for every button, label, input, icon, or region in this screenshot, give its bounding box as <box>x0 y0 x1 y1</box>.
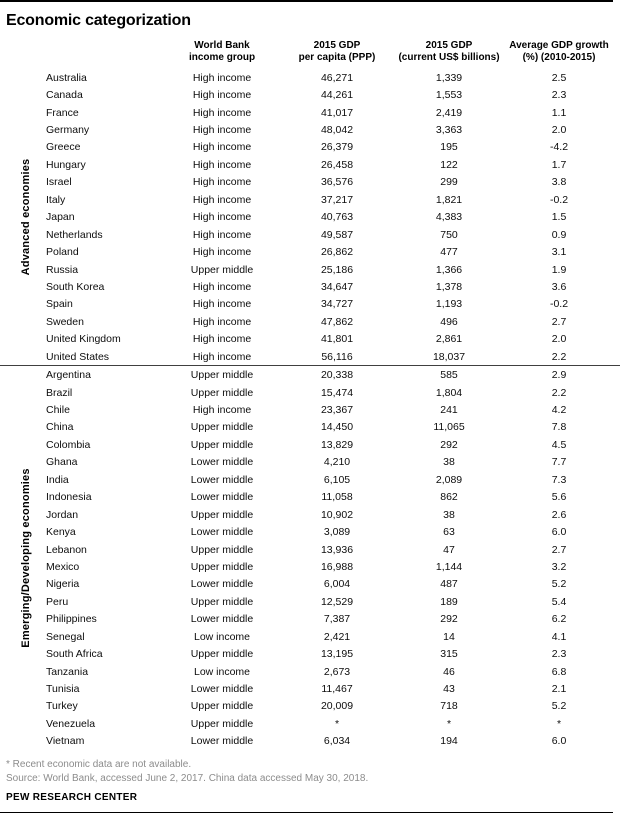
cell-country: Jordan <box>46 508 79 521</box>
column-header-gdp-growth: Average GDP growth (%) (2010-2015) <box>509 40 609 63</box>
cell-gdp-billions: 477 <box>440 246 458 259</box>
cell-gdp-per-capita: 26,379 <box>320 141 354 154</box>
cell-gdp-per-capita: 49,587 <box>320 228 354 241</box>
cell-gdp-billions: 189 <box>440 595 458 608</box>
cell-gdp-billions: 194 <box>440 735 458 748</box>
table-row <box>0 558 620 575</box>
table-row <box>0 419 620 436</box>
cell-gdp-billions: 1,144 <box>435 560 463 573</box>
cell-country: Australia <box>46 71 87 84</box>
table-row <box>0 139 620 156</box>
table-row <box>0 715 620 732</box>
cell-gdp-growth: 6.2 <box>551 613 567 626</box>
table-row <box>0 313 620 330</box>
cell-country: Tunisia <box>46 683 80 696</box>
cell-country: Netherlands <box>46 228 103 241</box>
cell-country: United Kingdom <box>46 333 121 346</box>
cell-gdp-per-capita: 56,116 <box>321 350 353 363</box>
cell-country: Vietnam <box>46 735 85 748</box>
cell-income-group: High income <box>192 158 252 171</box>
cell-gdp-per-capita: 46,271 <box>320 71 354 84</box>
cell-gdp-billions: 2,861 <box>435 333 463 346</box>
cell-country: Hungary <box>46 158 86 171</box>
cell-income-group: Upper middle <box>190 386 254 399</box>
cell-gdp-per-capita: 11,058 <box>321 491 353 504</box>
bottom-rule <box>0 812 613 813</box>
cell-gdp-growth: 1.1 <box>551 106 567 119</box>
cell-country: Indonesia <box>46 491 92 504</box>
footnote-source: Source: World Bank, accessed June 2, 2017. China data accessed May 30, 2018. <box>6 772 369 784</box>
cell-country: South Korea <box>46 280 105 293</box>
cell-gdp-growth: 2.9 <box>551 369 567 382</box>
cell-gdp-growth: 6.0 <box>551 526 567 539</box>
emerging-rows <box>0 366 620 750</box>
cell-gdp-billions: 241 <box>440 404 458 417</box>
table-row <box>0 680 620 697</box>
cell-country: Poland <box>46 246 79 259</box>
table-row <box>0 471 620 488</box>
cell-country: France <box>46 106 79 119</box>
cell-gdp-billions: 18,037 <box>432 350 466 363</box>
cell-country: United States <box>46 350 110 363</box>
cell-income-group: High income <box>192 193 252 206</box>
cell-gdp-per-capita: 34,647 <box>320 280 354 293</box>
cell-gdp-per-capita: 2,421 <box>323 630 351 643</box>
table-row <box>0 296 620 313</box>
cell-gdp-per-capita: 10,902 <box>320 508 354 521</box>
table-row <box>0 69 620 86</box>
cell-gdp-per-capita: 14,450 <box>320 421 354 434</box>
table-row <box>0 174 620 191</box>
cell-income-group: High income <box>192 246 252 259</box>
cell-income-group: High income <box>192 71 252 84</box>
table-row <box>0 86 620 103</box>
cell-income-group: High income <box>192 404 252 417</box>
cell-income-group: Low income <box>193 630 251 643</box>
cell-income-group: Lower middle <box>190 613 254 626</box>
cell-income-group: High income <box>192 280 252 293</box>
cell-gdp-per-capita: 12,529 <box>320 595 354 608</box>
cell-gdp-growth: 2.0 <box>551 333 567 346</box>
cell-income-group: Upper middle <box>190 421 254 434</box>
cell-country: Russia <box>46 263 79 276</box>
table-row <box>0 261 620 278</box>
table-row <box>0 663 620 680</box>
cell-country: Ghana <box>46 456 78 469</box>
cell-country: Greece <box>46 141 81 154</box>
table-row <box>0 541 620 558</box>
cell-gdp-per-capita: 47,862 <box>320 315 354 328</box>
cell-gdp-billions: 47 <box>443 543 455 556</box>
table-row <box>0 104 620 121</box>
cell-gdp-per-capita: 11,467 <box>321 683 353 696</box>
cell-gdp-growth: 1.7 <box>551 158 567 171</box>
cell-country: Senegal <box>46 630 85 643</box>
cell-income-group: Lower middle <box>190 526 254 539</box>
cell-gdp-billions: 292 <box>440 438 458 451</box>
cell-gdp-billions: 14 <box>443 630 455 643</box>
cell-gdp-billions: * <box>446 717 452 730</box>
cell-gdp-per-capita: 6,034 <box>323 735 351 748</box>
cell-gdp-per-capita: 25,186 <box>320 263 354 276</box>
table-row <box>0 401 620 418</box>
cell-gdp-billions: 11,065 <box>433 421 465 434</box>
column-header-gdp-billions: 2015 GDP (current US$ billions) <box>398 40 500 63</box>
table-row <box>0 348 620 365</box>
column-header-country <box>0 40 162 64</box>
cell-gdp-billions: 1,193 <box>435 298 463 311</box>
cell-income-group: High income <box>192 350 252 363</box>
cell-gdp-per-capita: 13,829 <box>320 438 354 451</box>
table-row <box>0 628 620 645</box>
cell-income-group: Upper middle <box>190 543 254 556</box>
cell-gdp-per-capita: 41,017 <box>320 106 354 119</box>
footnote-asterisk: * Recent economic data are not available. <box>6 759 192 771</box>
cell-gdp-billions: 750 <box>440 228 458 241</box>
cell-income-group: High income <box>192 211 252 224</box>
cell-country: Mexico <box>46 560 80 573</box>
footnotes <box>6 758 620 785</box>
cell-income-group: High income <box>192 228 252 241</box>
cell-gdp-billions: 292 <box>440 613 458 626</box>
cell-gdp-growth: 7.3 <box>551 473 567 486</box>
cell-gdp-billions: 43 <box>443 683 455 696</box>
cell-income-group: Upper middle <box>190 560 254 573</box>
cell-gdp-growth: 5.6 <box>551 491 567 504</box>
cell-country: Japan <box>46 211 75 224</box>
cell-country: Peru <box>46 595 69 608</box>
cell-gdp-per-capita: 26,458 <box>320 158 354 171</box>
cell-gdp-billions: 862 <box>440 491 458 504</box>
cell-gdp-growth: 7.8 <box>551 421 567 434</box>
cell-gdp-per-capita: 48,042 <box>320 124 354 137</box>
cell-gdp-per-capita: 16,988 <box>320 560 354 573</box>
cell-country: Colombia <box>46 438 91 451</box>
cell-gdp-growth: 4.1 <box>551 630 567 643</box>
table-row <box>0 226 620 243</box>
table-header-row <box>0 40 620 64</box>
cell-gdp-billions: 38 <box>443 508 455 521</box>
cell-gdp-billions: 3,363 <box>435 124 463 137</box>
group-label-emerging: Emerging/Developing economies <box>20 468 32 648</box>
cell-gdp-growth: 7.7 <box>551 456 567 469</box>
table-row <box>0 243 620 260</box>
cell-income-group: Lower middle <box>190 491 254 504</box>
cell-gdp-growth: -0.2 <box>549 193 569 206</box>
cell-gdp-billions: 63 <box>443 526 455 539</box>
cell-gdp-per-capita: 6,004 <box>323 578 351 591</box>
cell-income-group: Upper middle <box>190 369 254 382</box>
cell-gdp-growth: 3.6 <box>551 280 567 293</box>
cell-gdp-growth: 2.7 <box>551 315 567 328</box>
cell-gdp-billions: 122 <box>440 158 458 171</box>
table-row <box>0 121 620 138</box>
cell-gdp-growth: 2.3 <box>551 648 567 661</box>
cell-gdp-billions: 46 <box>443 665 455 678</box>
cell-income-group: High income <box>192 124 252 137</box>
cell-country: Spain <box>46 298 73 311</box>
group-label-advanced: Advanced economies <box>20 158 32 276</box>
cell-gdp-per-capita: 6,105 <box>323 473 351 486</box>
table-row <box>0 331 620 348</box>
cell-gdp-growth: 5.2 <box>551 700 567 713</box>
cell-gdp-billions: 1,339 <box>435 71 463 84</box>
cell-gdp-per-capita: 36,576 <box>320 176 354 189</box>
cell-gdp-growth: 5.4 <box>551 595 567 608</box>
table-row <box>0 593 620 610</box>
cell-gdp-growth: 4.2 <box>551 404 567 417</box>
cell-country: Canada <box>46 89 83 102</box>
cell-gdp-growth: 1.9 <box>551 263 567 276</box>
cell-gdp-billions: 718 <box>440 700 458 713</box>
table-row <box>0 366 620 383</box>
cell-gdp-growth: 2.2 <box>551 386 567 399</box>
cell-country: Kenya <box>46 526 76 539</box>
cell-gdp-growth: 2.6 <box>551 508 567 521</box>
cell-income-group: Lower middle <box>190 578 254 591</box>
table-row <box>0 436 620 453</box>
cell-income-group: Upper middle <box>190 648 254 661</box>
table-row <box>0 209 620 226</box>
table-row <box>0 611 620 628</box>
cell-gdp-per-capita: 40,763 <box>320 211 354 224</box>
cell-income-group: High income <box>192 106 252 119</box>
table-row <box>0 384 620 401</box>
cell-gdp-growth: 2.3 <box>551 89 567 102</box>
branding-pew-research-center: PEW RESEARCH CENTER <box>6 792 138 804</box>
cell-income-group: High income <box>192 298 252 311</box>
cell-gdp-growth: 6.8 <box>551 665 567 678</box>
cell-gdp-growth: 3.1 <box>551 246 567 259</box>
top-rule <box>0 0 613 2</box>
cell-country: Argentina <box>46 369 91 382</box>
advanced-rows <box>0 69 620 365</box>
table-row <box>0 278 620 295</box>
cell-income-group: Lower middle <box>190 456 254 469</box>
table-row <box>0 698 620 715</box>
cell-gdp-billions: 4,383 <box>435 211 463 224</box>
group-advanced-economies <box>0 69 620 365</box>
cell-country: Turkey <box>46 700 78 713</box>
table-row <box>0 506 620 523</box>
cell-gdp-growth: 2.0 <box>551 124 567 137</box>
cell-gdp-per-capita: 41,801 <box>320 333 354 346</box>
cell-country: Chile <box>46 404 70 417</box>
cell-gdp-growth: * <box>556 717 562 730</box>
cell-income-group: High income <box>192 333 252 346</box>
cell-gdp-growth: 5.2 <box>551 578 567 591</box>
cell-gdp-billions: 38 <box>443 456 455 469</box>
column-header-gdp-per-capita: 2015 GDP per capita (PPP) <box>298 40 376 63</box>
cell-gdp-per-capita: 34,727 <box>320 298 354 311</box>
cell-gdp-per-capita: 26,862 <box>320 246 354 259</box>
cell-income-group: Low income <box>193 665 251 678</box>
cell-gdp-growth: 2.1 <box>551 683 567 696</box>
cell-income-group: Upper middle <box>190 717 254 730</box>
cell-gdp-billions: 1,378 <box>435 280 463 293</box>
cell-income-group: Lower middle <box>190 683 254 696</box>
cell-gdp-growth: 1.5 <box>551 211 567 224</box>
cell-gdp-per-capita: 44,261 <box>320 89 354 102</box>
cell-country: Sweden <box>46 315 84 328</box>
cell-gdp-per-capita: 2,673 <box>323 665 351 678</box>
cell-gdp-per-capita: 3,089 <box>323 526 351 539</box>
cell-income-group: Upper middle <box>190 508 254 521</box>
table-row <box>0 645 620 662</box>
cell-gdp-billions: 487 <box>440 578 458 591</box>
cell-gdp-billions: 2,089 <box>435 473 463 486</box>
cell-gdp-growth: -4.2 <box>549 141 569 154</box>
cell-income-group: Upper middle <box>190 438 254 451</box>
cell-gdp-growth: -0.2 <box>549 298 569 311</box>
cell-country: Brazil <box>46 386 73 399</box>
cell-country: Germany <box>46 124 90 137</box>
cell-gdp-growth: 4.5 <box>551 438 567 451</box>
cell-gdp-growth: 0.9 <box>551 228 567 241</box>
page-title: Economic categorization <box>6 12 191 29</box>
cell-gdp-per-capita: 15,474 <box>320 386 354 399</box>
cell-country: Israel <box>46 176 72 189</box>
cell-gdp-billions: 195 <box>440 141 458 154</box>
cell-income-group: Upper middle <box>190 263 254 276</box>
cell-country: South Africa <box>46 648 103 661</box>
cell-income-group: Lower middle <box>190 473 254 486</box>
column-header-income-group: World Bank income group <box>188 40 256 63</box>
group-emerging-developing-economies <box>0 365 620 750</box>
cell-gdp-per-capita: 20,338 <box>320 369 354 382</box>
table-row <box>0 733 620 750</box>
cell-country: Venezuela <box>46 717 96 730</box>
cell-income-group: High income <box>192 141 252 154</box>
table-row <box>0 576 620 593</box>
cell-country: Tanzania <box>46 665 89 678</box>
cell-gdp-billions: 1,804 <box>435 386 463 399</box>
cell-income-group: High income <box>192 89 252 102</box>
cell-country: Nigeria <box>46 578 80 591</box>
cell-gdp-growth: 2.5 <box>551 71 567 84</box>
cell-income-group: Upper middle <box>190 595 254 608</box>
cell-income-group: Lower middle <box>190 735 254 748</box>
table-row <box>0 489 620 506</box>
table-row <box>0 156 620 173</box>
cell-gdp-per-capita: 4,210 <box>323 456 351 469</box>
table-row <box>0 454 620 471</box>
cell-gdp-billions: 2,419 <box>435 106 463 119</box>
cell-gdp-billions: 1,366 <box>435 263 463 276</box>
cell-gdp-billions: 315 <box>440 648 458 661</box>
cell-country: Italy <box>46 193 66 206</box>
cell-gdp-billions: 1,821 <box>435 193 463 206</box>
cell-gdp-growth: 2.2 <box>551 350 567 363</box>
cell-gdp-per-capita: * <box>334 717 340 730</box>
cell-gdp-growth: 3.8 <box>551 176 567 189</box>
cell-gdp-per-capita: 23,367 <box>320 404 354 417</box>
cell-country: Philippines <box>46 613 97 626</box>
cell-gdp-billions: 585 <box>440 369 458 382</box>
cell-country: Lebanon <box>46 543 87 556</box>
cell-income-group: Upper middle <box>190 700 254 713</box>
cell-gdp-growth: 6.0 <box>551 735 567 748</box>
table-row <box>0 523 620 540</box>
cell-gdp-billions: 299 <box>440 176 458 189</box>
cell-gdp-per-capita: 7,387 <box>323 613 351 626</box>
cell-gdp-per-capita: 20,009 <box>320 700 354 713</box>
cell-gdp-per-capita: 37,217 <box>320 193 354 206</box>
cell-country: India <box>46 473 69 486</box>
cell-income-group: High income <box>192 176 252 189</box>
cell-gdp-growth: 2.7 <box>551 543 567 556</box>
cell-gdp-billions: 1,553 <box>435 89 463 102</box>
cell-gdp-billions: 496 <box>440 315 458 328</box>
cell-gdp-per-capita: 13,195 <box>320 648 354 661</box>
cell-income-group: High income <box>192 315 252 328</box>
table-row <box>0 191 620 208</box>
cell-gdp-per-capita: 13,936 <box>320 543 354 556</box>
cell-gdp-growth: 3.2 <box>551 560 567 573</box>
cell-country: China <box>46 421 74 434</box>
